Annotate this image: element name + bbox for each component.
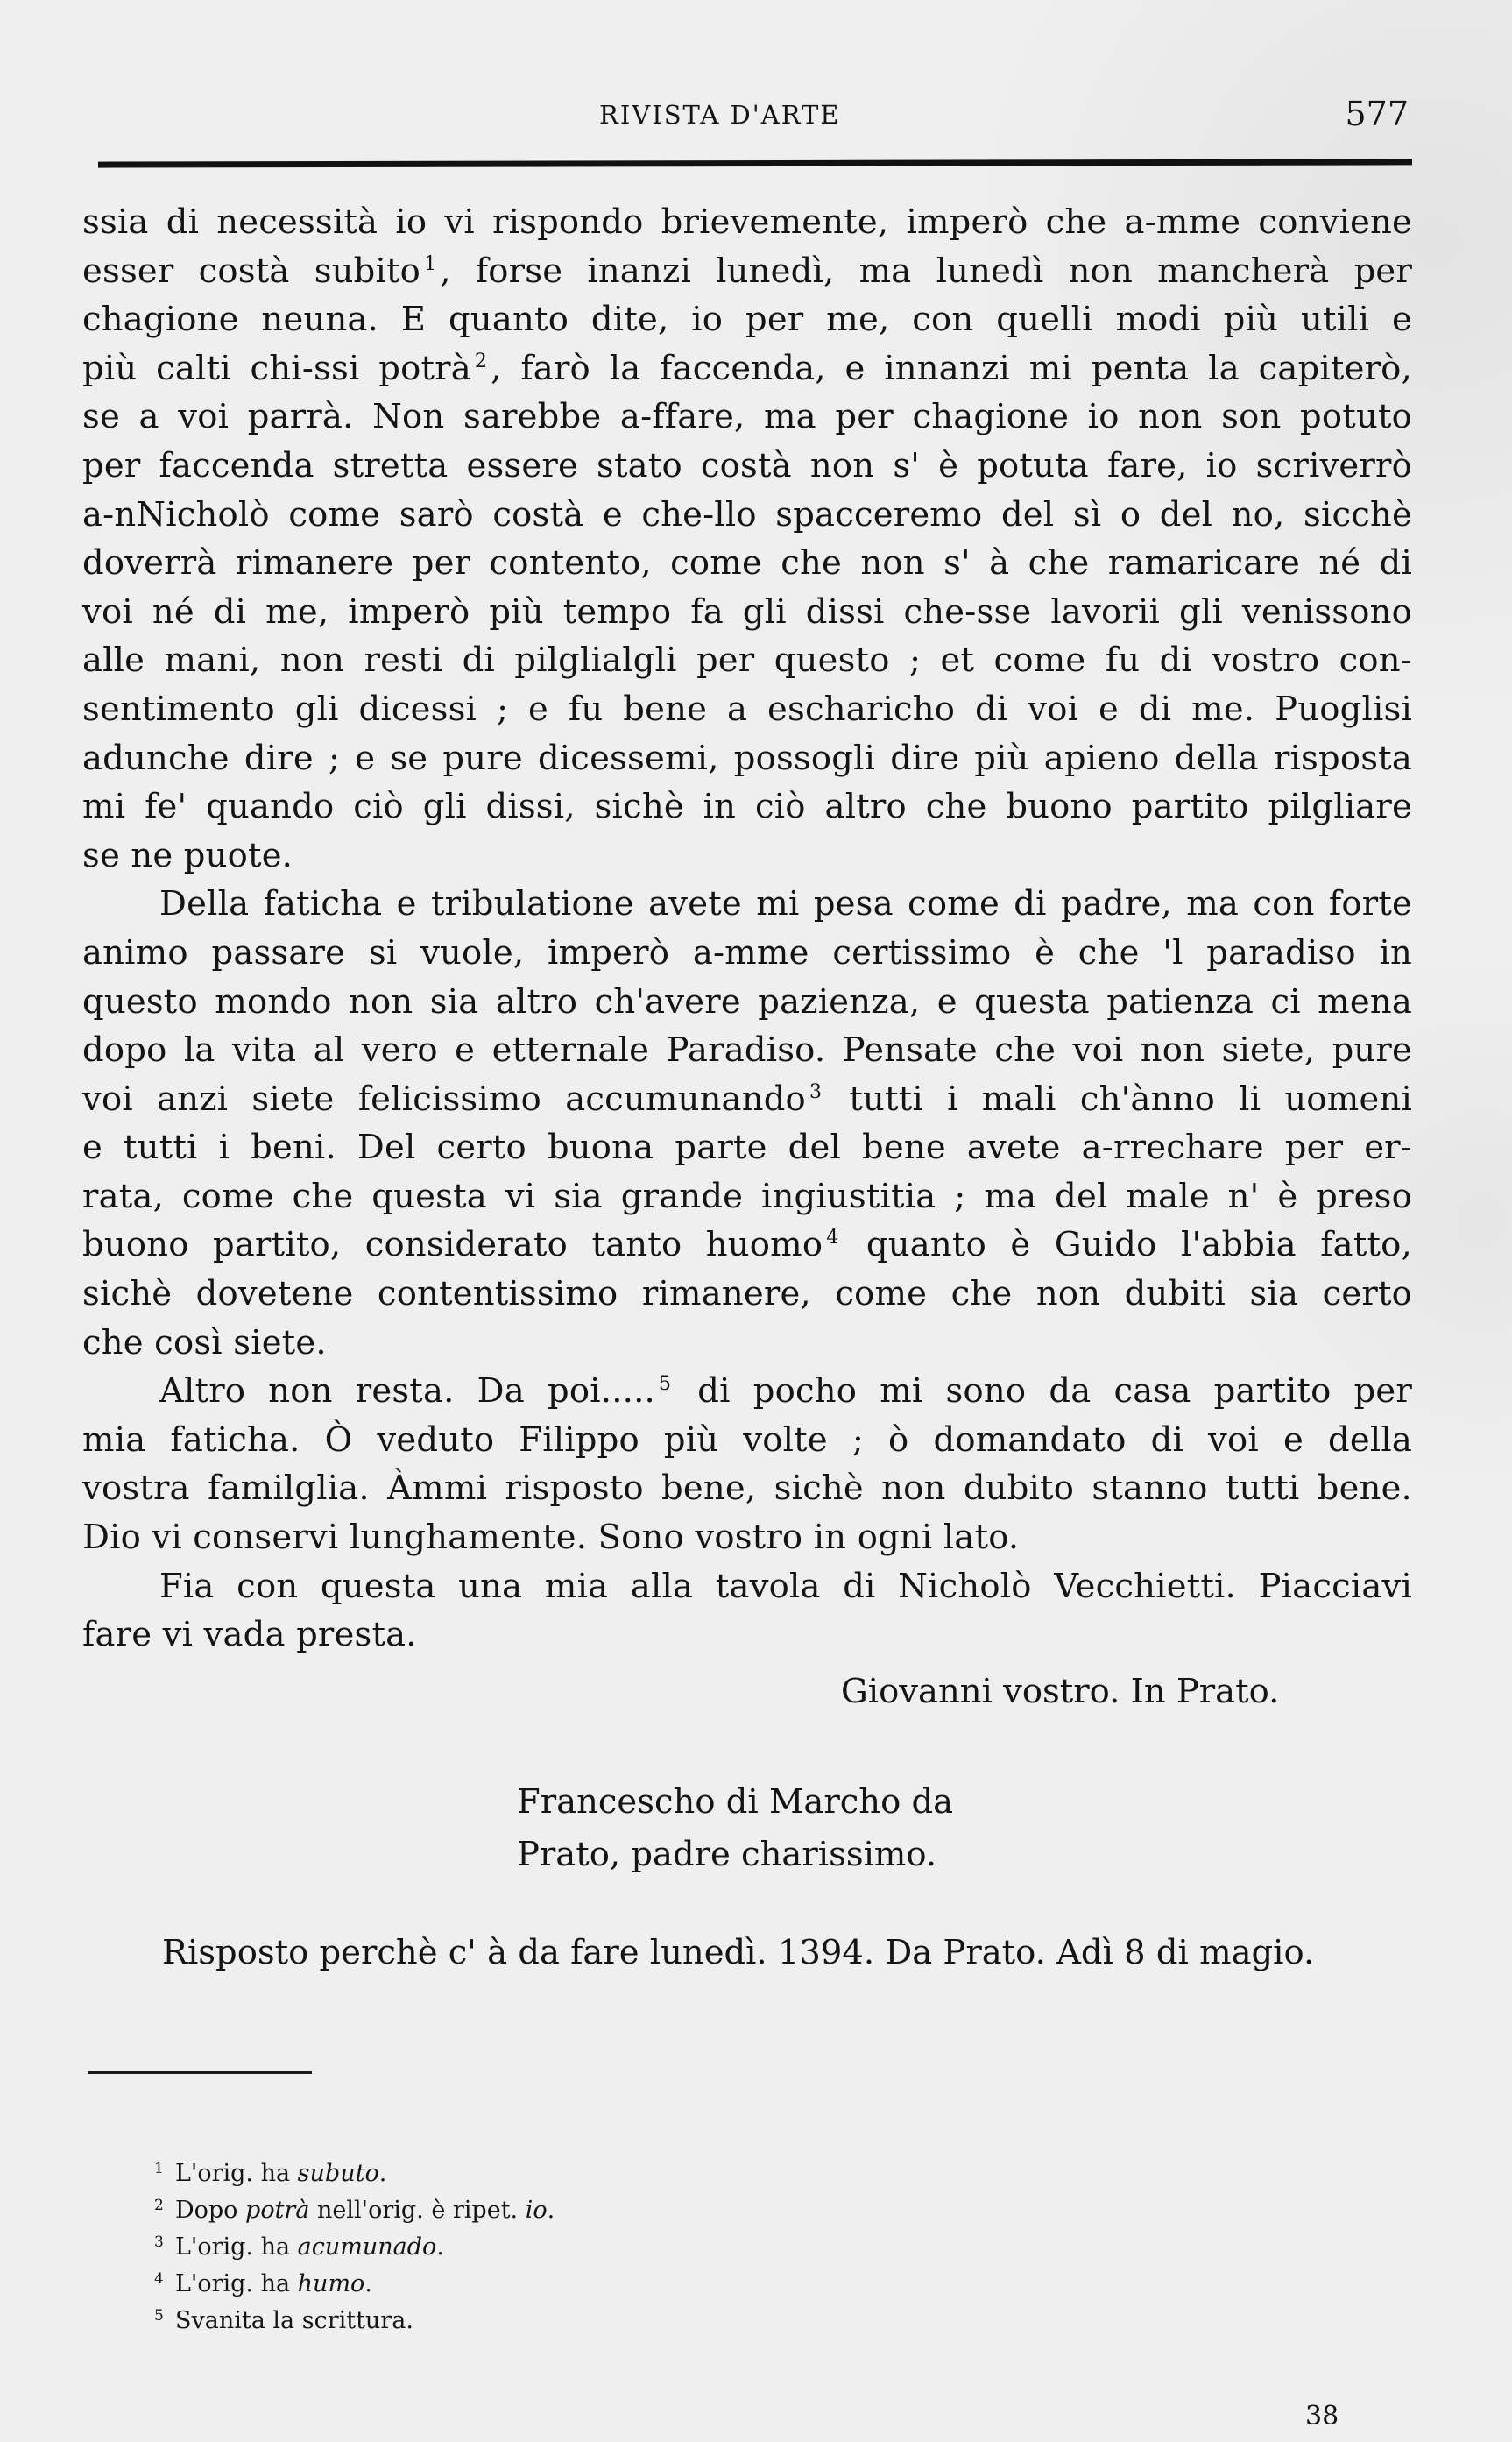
footnote-text-part: L'orig. ha — [175, 2233, 298, 2261]
text-line — [82, 734, 1412, 783]
line-text: sichè dovetene contentissimo rimanere, come che non dubiti sia certo — [82, 1274, 1412, 1314]
footnote-text-part: Dopo — [175, 2197, 246, 2224]
line-text: più calti chi-ssi potrà — [82, 348, 471, 388]
footnote-text — [175, 2160, 386, 2187]
text-line — [82, 1123, 1412, 1172]
line-text: doverrà rimanere per contento, come che non s' à che ramaricare né di — [82, 543, 1412, 584]
text-line — [82, 1610, 1412, 1660]
text-line — [82, 1416, 1412, 1465]
line-text: a-nNicholò come sarò costà e che-llo spacceremo del sì o del no, sicchè — [82, 494, 1412, 534]
line-text: buono partito, considerato tanto huomo — [82, 1225, 823, 1265]
line-text: Altro non resta. Da poi..... — [159, 1371, 655, 1412]
text-line — [82, 1367, 1412, 1416]
footnotes — [154, 2150, 555, 2334]
text-line — [82, 685, 1412, 734]
footnote-text-part: nell'orig. è ripet. — [309, 2197, 526, 2224]
line-text: , farò la faccenda, e innanzi mi penta la capiterò, — [491, 348, 1412, 388]
footnote-text-part: L'orig. ha — [175, 2160, 298, 2187]
footnote-quoted-word: subuto — [297, 2160, 379, 2187]
letter-signature: Giovanni vostro. In Prato. — [841, 1672, 1280, 1711]
running-header — [98, 95, 1412, 138]
reply-note: Risposto perchè c' à da fare lunedì. 1394. Da Prato. Adì 8 di magio. — [162, 1933, 1315, 1972]
footnote-text — [175, 2233, 444, 2261]
text-line — [82, 393, 1412, 442]
line-text: tutti i mali ch'ànno li uomeni — [825, 1079, 1412, 1119]
text-line — [82, 929, 1412, 978]
text-line — [82, 978, 1412, 1027]
footnote-quoted-word: potrà — [245, 2197, 310, 2224]
footnote-number: 2 — [154, 2197, 164, 2214]
footnote-rule — [88, 2071, 312, 2074]
text-line — [82, 1172, 1412, 1221]
line-text: chagione neuna. E quanto dite, io per me, con quelli modi più utili e — [82, 300, 1412, 340]
line-text: che così siete. — [82, 1322, 327, 1363]
letter-address-line-1: Francescho di Marcho da — [517, 1782, 954, 1822]
line-text: voi né di me, imperò più tempo fa gli dissi che-sse lavorii gli venissono — [82, 591, 1412, 632]
text-line — [82, 295, 1412, 344]
header-rule — [98, 159, 1412, 167]
footnote-reference[interactable]: 4 — [826, 1227, 839, 1249]
text-line — [82, 782, 1412, 832]
footnote-quoted-word: acumunado — [297, 2233, 437, 2261]
line-text: voi anzi siete felicissimo accumunando — [82, 1079, 806, 1119]
footnote-reference[interactable]: 2 — [474, 350, 488, 372]
footnote-quoted-word: io — [525, 2197, 548, 2224]
text-line — [82, 491, 1412, 540]
footnote — [154, 2224, 555, 2261]
footnote-text-part: . — [378, 2160, 387, 2187]
footnote-number: 4 — [154, 2270, 164, 2288]
text-line — [82, 344, 1412, 393]
text-line — [82, 198, 1412, 247]
text-line — [82, 1270, 1412, 1319]
line-text: Dio vi conservi lunghamente. Sono vostro in ogni lato. — [82, 1518, 1020, 1558]
text-line — [82, 588, 1412, 637]
text-line — [82, 880, 1412, 929]
line-text: vostra familglia. Àmmi risposto bene, sichè non dubito stanno tutti bene. — [82, 1469, 1412, 1509]
text-line — [82, 1221, 1412, 1270]
line-text: adunche dire ; e se pure dicessemi, possogli dire più apieno della risposta — [82, 738, 1412, 778]
text-line — [82, 1464, 1412, 1513]
footnote-text-part: . — [436, 2233, 444, 2261]
footnote-text-part: . — [364, 2270, 372, 2297]
line-text: Fia con questa una mia alla tavola di Nicholò Vecchietti. Piacciavi — [159, 1566, 1412, 1606]
line-text: per faccenda stretta essere stato costà non s' è potuta fare, io scriverrò — [82, 445, 1412, 485]
footnote-text-part: . — [547, 2197, 555, 2224]
letter-body — [82, 198, 1412, 1660]
printer-signature-mark: 38 — [1305, 2401, 1339, 2431]
footnote-reference[interactable]: 1 — [424, 252, 437, 275]
line-text: animo passare si vuole, imperò a-mme certissimo è che 'l paradiso in — [82, 932, 1412, 973]
footnote-number: 1 — [154, 2160, 164, 2177]
line-text: Della faticha e tribulatione avete mi pesa come di padre, ma con forte — [159, 884, 1412, 924]
line-text: di pocho mi sono da casa partito per — [675, 1371, 1412, 1412]
footnote-reference[interactable]: 5 — [658, 1373, 672, 1396]
text-line — [82, 1513, 1412, 1562]
line-text: ssia di necessità io vi rispondo brievemente, imperò che a-mme conviene — [82, 202, 1412, 242]
line-text: se a voi parrà. Non sarebbe a-ffare, ma per chagione io non son potuto — [82, 397, 1412, 437]
footnote — [154, 2297, 555, 2334]
footnote — [154, 2150, 555, 2187]
text-line — [82, 636, 1412, 685]
footnote-reference[interactable]: 3 — [809, 1080, 823, 1103]
journal-title: RIVISTA D'ARTE — [599, 100, 841, 130]
text-line — [82, 1075, 1412, 1124]
line-text: mi fe' quando ciò gli dissi, sichè in ciò altro che buono partito pilgliare — [82, 787, 1412, 827]
footnote-text-part: Svanita la scrittura. — [175, 2307, 413, 2334]
line-text: questo mondo non sia altro ch'avere pazienza, e questa patienza ci mena — [82, 981, 1412, 1022]
footnote-text — [175, 2307, 413, 2334]
page-number: 577 — [1345, 95, 1409, 133]
letter-address-line-2: Prato, padre charissimo. — [517, 1835, 937, 1874]
text-line — [82, 1026, 1412, 1075]
footnote-text — [175, 2270, 372, 2297]
line-text: dopo la vita al vero e etternale Paradiso. Pensate che voi non siete, pure — [82, 1030, 1412, 1071]
text-line — [82, 442, 1412, 491]
line-text: fare vi vada presta. — [82, 1615, 417, 1655]
footnote — [154, 2261, 555, 2297]
footnote-text — [175, 2197, 555, 2224]
line-text: se ne puote. — [82, 835, 293, 875]
text-line — [82, 832, 1412, 881]
line-text: alle mani, non resti di pilglialgli per questo ; et come fu di vostro con- — [82, 641, 1412, 681]
line-text: e tutti i beni. Del certo buona parte del bene avete a-rrechare per er- — [82, 1128, 1412, 1168]
line-text: quanto è Guido l'abbia fatto, — [842, 1225, 1412, 1265]
line-text: esser costà subito — [82, 251, 421, 291]
footnote — [154, 2187, 555, 2224]
text-line — [82, 539, 1412, 588]
text-line — [82, 1319, 1412, 1368]
line-text: mia faticha. Ò veduto Filippo più volte ; ò domandato di voi e della — [82, 1419, 1412, 1460]
text-line — [82, 247, 1412, 296]
footnote-number: 5 — [154, 2307, 164, 2325]
line-text: sentimento gli dicessi ; e fu bene a escharicho di voi e di me. Puoglisi — [82, 689, 1412, 729]
footnote-text-part: L'orig. ha — [175, 2270, 298, 2297]
line-text: rata, come che questa vi sia grande ingiustitia ; ma del male n' è preso — [82, 1176, 1412, 1216]
footnote-quoted-word: humo — [297, 2270, 365, 2297]
footnote-number: 3 — [154, 2233, 164, 2251]
line-text: , forse inanzi lunedì, ma lunedì non mancherà per — [440, 251, 1413, 291]
text-line — [82, 1562, 1412, 1611]
